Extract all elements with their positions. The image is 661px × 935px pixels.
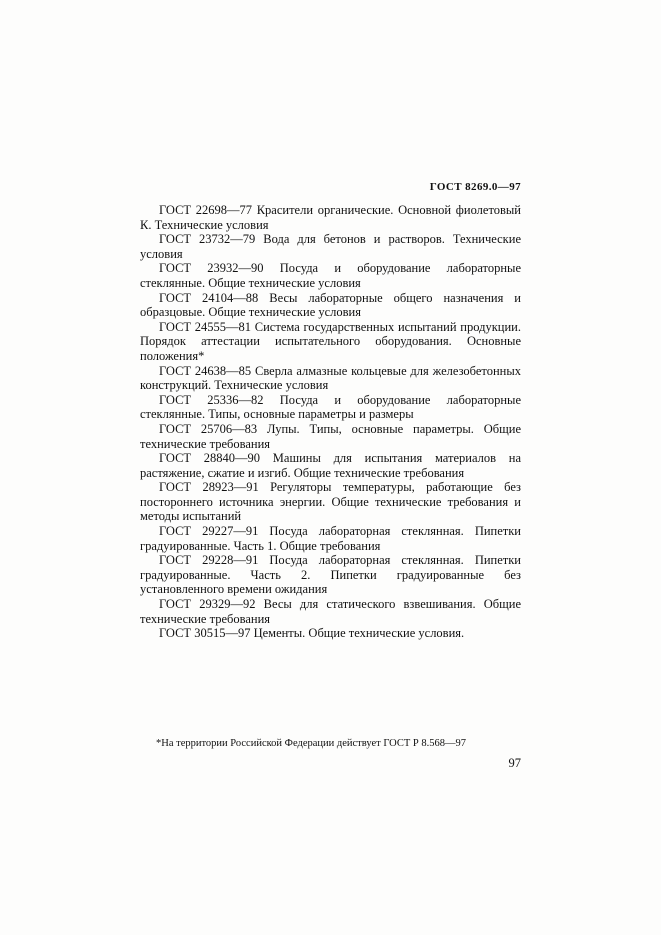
entry-code: ГОСТ 23932—90 [159,261,264,276]
entry-code: ГОСТ 29329—92 [159,597,256,612]
running-header-gost-code: ГОСТ 8269.0—97 [429,181,521,193]
entry-title: Цементы. Общие технические условия. [253,626,465,641]
entry-code: ГОСТ 23732—79 [159,232,256,247]
entry-title: Регуляторы температуры, работающие без постороннего источника энергии. Общие технические требования и методы испытаний [140,480,521,524]
entry-title: Весы для статического взвешивания. Общие технические требования [140,597,521,626]
standard-entry [140,203,521,232]
entry-code: ГОСТ 22698—77 [159,203,253,217]
entry-code: ГОСТ 24555—81 [159,319,252,334]
standard-entry [140,291,521,320]
entry-title: Посуда лабораторная стеклянная. Пипетки градуированные. Часть 1. Общие требования [140,524,521,553]
entry-title: Посуда и оборудование лабораторные стеклянные. Общие технические условия [140,261,521,290]
entry-title: Вода для бетонов и растворов. Технические условия [140,232,521,261]
standard-entry [140,320,521,364]
standard-entry [140,626,521,641]
entry-title: Красители органические. Основной фиолетовый К. Технические условия [140,203,521,232]
footnote: *На территории Российской Федерации действует ГОСТ Р 8.568—97 [156,738,466,749]
entry-code: ГОСТ 25336—82 [159,392,264,407]
standard-entry [140,451,521,480]
standards-list [140,203,521,641]
standard-entry [140,553,521,597]
entry-title: Сверла алмазные кольцевые для железобетонных конструкций. Технические условия [140,363,522,393]
entry-title: Посуда и оборудование лабораторные стеклянные. Типы, основные параметры и размеры [140,392,521,422]
standard-entry [140,480,521,524]
entry-title: Посуда лабораторная стеклянная. Пипетки градуированные. Часть 2. Пипетки градуированные без установленного времени ожидания [140,553,521,597]
standard-entry [140,422,521,451]
standard-entry [140,364,521,393]
entry-code: ГОСТ 28840—90 [159,451,261,466]
standard-entry [140,597,521,626]
entry-title: Система государственных испытаний продукции. Порядок аттестации испытательного оборудования. Основные положения* [140,319,521,363]
entry-title: Лупы. Типы, основные параметры. Общие технические требования [140,421,522,451]
entry-code: ГОСТ 30515—97 [159,626,251,641]
entry-code: ГОСТ 24638—85 [159,363,252,378]
entry-code: ГОСТ 29228—91 [159,553,259,568]
entry-code: ГОСТ 25706—83 [159,421,258,436]
entry-code: ГОСТ 24104—88 [159,290,259,305]
entry-title: Машины для испытания материалов на растяжение, сжатие и изгиб. Общие технические требования [140,451,521,480]
standard-entry [140,232,521,261]
standard-entry [140,524,521,553]
entry-code: ГОСТ 29227—91 [159,524,259,539]
standard-entry [140,261,521,290]
standard-entry [140,393,521,422]
page-number: 97 [508,756,521,770]
entry-title: Весы лабораторные общего назначения и образцовые. Общие технические условия [140,290,521,320]
entry-code: ГОСТ 28923—91 [159,480,259,495]
